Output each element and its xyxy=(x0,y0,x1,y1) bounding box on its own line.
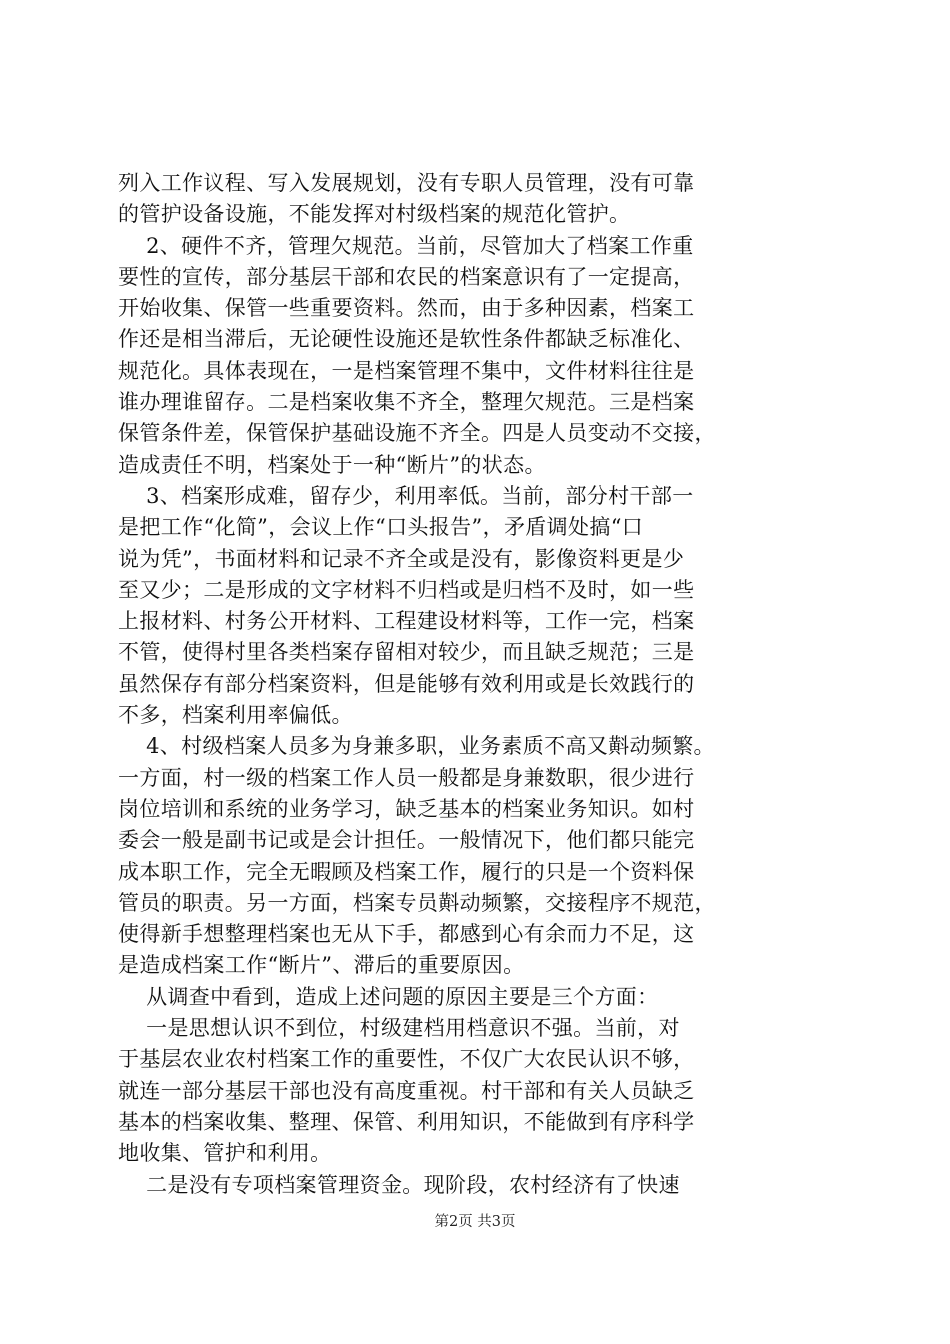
text-line: 至又少；二是形成的文字材料不归档或是归档不及时，如一些 xyxy=(118,577,695,602)
text-line: 保管条件差，保管保护基础设施不齐全。四是人员变动不交接， xyxy=(118,421,716,446)
text-line: 虽然保存有部分档案资料，但是能够有效利用或是长效践行的 xyxy=(118,671,695,696)
text-line: 不多，档案利用率偏低。 xyxy=(118,703,353,728)
text-line: 造成责任不明，档案处于一种“断片”的状态。 xyxy=(118,452,546,477)
text-line: 一是思想认识不到位，村级建档用档意识不强。当前，对 xyxy=(118,1016,680,1041)
text-line: 地收集、管护和利用。 xyxy=(118,1141,332,1166)
text-line: 说为凭”，书面材料和记录不齐全或是没有，影像资料更是少 xyxy=(118,546,685,571)
text-line: 一方面，村一级的档案工作人员一般都是身兼数职，很少进行 xyxy=(118,765,695,790)
text-line: 就连一部分基层干部也没有高度重视。村干部和有关人员缺乏 xyxy=(118,1078,695,1103)
text-line: 不管，使得村里各类档案存留相对较少，而且缺乏规范；三是 xyxy=(118,640,695,665)
text-line: 委会一般是副书记或是会计担任。一般情况下，他们都只能完 xyxy=(118,828,695,853)
text-line: 2、硬件不齐，管理欠规范。当前，尽管加大了档案工作重 xyxy=(118,233,694,258)
text-line: 于基层农业农村档案工作的重要性，不仅广大农民认识不够， xyxy=(118,1047,695,1072)
text-line: 3、档案形成难，留存少，利用率低。当前，部分村干部一 xyxy=(118,483,694,508)
text-line: 是造成档案工作“断片”、滞后的重要原因。 xyxy=(118,953,525,978)
text-line: 开始收集、保管一些重要资料。然而，由于多种因素，档案工 xyxy=(118,296,695,321)
document-body xyxy=(118,168,834,1201)
text-line: 二是没有专项档案管理资金。现阶段，农村经济有了快速 xyxy=(118,1172,680,1197)
text-line: 上报材料、村务公开材料、工程建设材料等，工作一完，档案 xyxy=(118,609,695,634)
text-line: 管员的职责。另一方面，档案专员斢动频繁，交接程序不规范， xyxy=(118,890,716,915)
text-line: 作还是相当滞后，无论硬性设施还是软性条件都缺乏标准化、 xyxy=(118,327,695,352)
text-line: 岗位培训和系统的业务学习，缺乏基本的档案业务知识。如村 xyxy=(118,796,695,821)
page-footer: 第2页 共3页 xyxy=(434,1214,516,1230)
text-line: 是把工作“化简”，会议上作“口头报告”，矛盾调处搞“口 xyxy=(118,515,644,540)
text-line: 成本职工作，完全无暇顾及档案工作，履行的只是一个资料保 xyxy=(118,859,695,884)
text-line: 使得新手想整理档案也无从下手，都感到心有余而力不足，这 xyxy=(118,922,695,947)
text-line: 从调查中看到，造成上述问题的原因主要是三个方面： xyxy=(118,984,659,1009)
text-line: 4、村级档案人员多为身兼多职，业务素质不高又斢动频繁。 xyxy=(118,734,715,759)
text-line: 基本的档案收集、整理、保管、利用知识，不能做到有序科学 xyxy=(118,1109,695,1134)
text-line: 谁办理谁留存。二是档案收集不齐全，整理欠规范。三是档案 xyxy=(118,390,695,415)
text-line: 的管护设备设施，不能发挥对村级档案的规范化管护。 xyxy=(118,202,631,227)
text-line: 要性的宣传，部分基层干部和农民的档案意识有了一定提高， xyxy=(118,264,695,289)
text-line: 规范化。具体表现在，一是档案管理不集中，文件材料往往是 xyxy=(118,358,695,383)
text-line: 列入工作议程、写入发展规划，没有专职人员管理，没有可靠 xyxy=(118,171,695,195)
